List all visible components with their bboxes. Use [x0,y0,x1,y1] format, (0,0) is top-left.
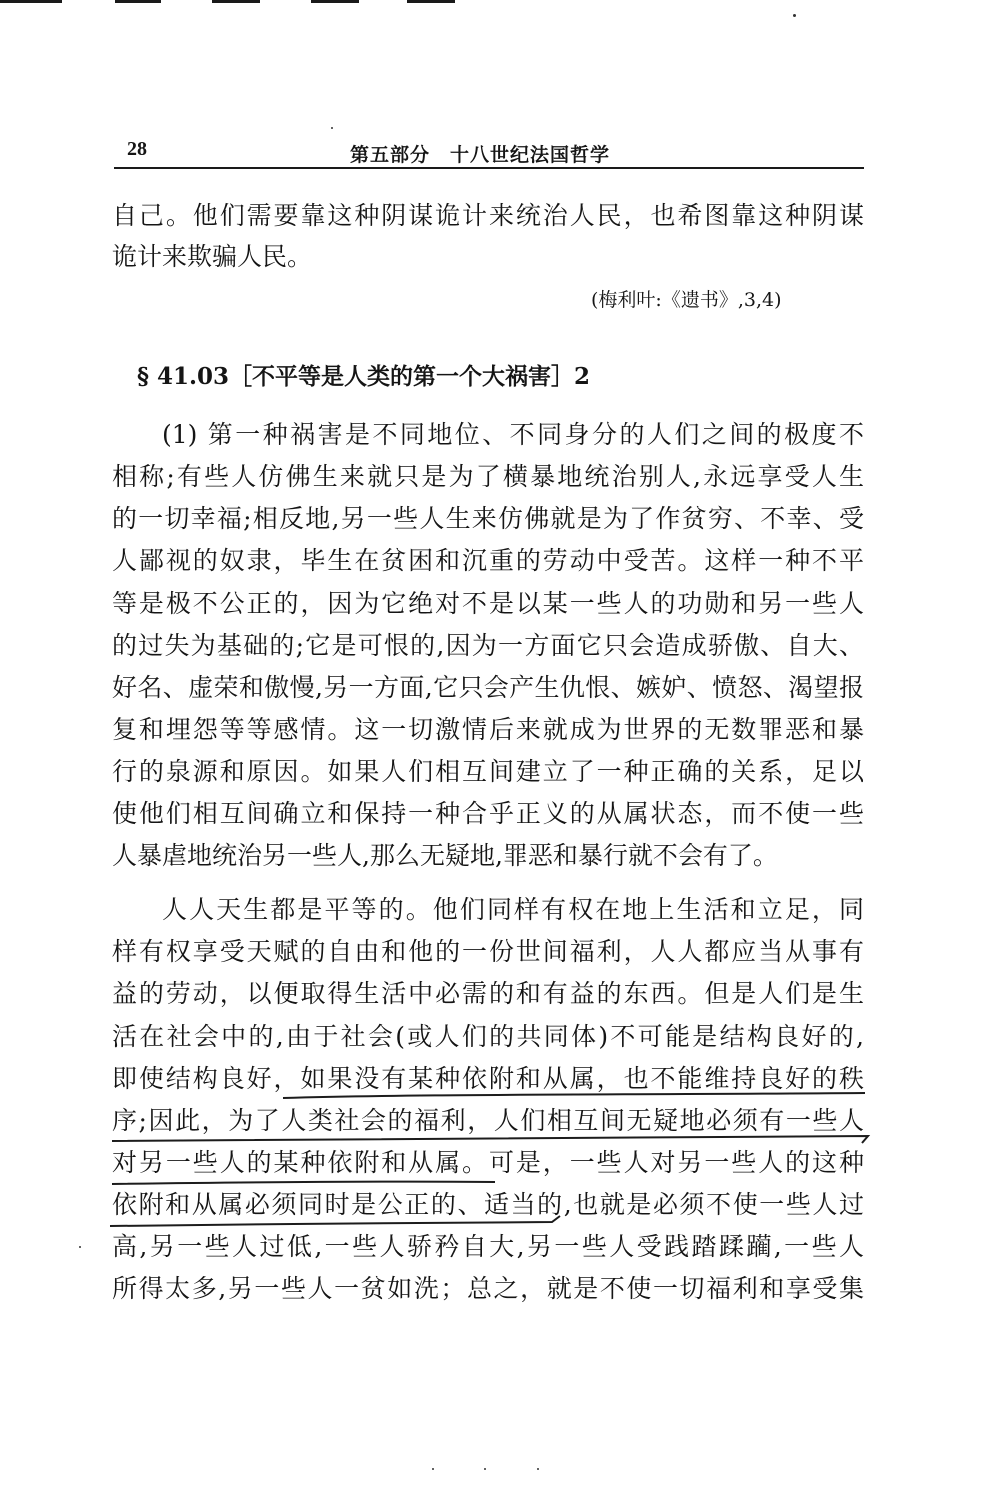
citation: (梅利叶:《遗书》,3,4) [591,289,782,311]
body-text-line: 等是极不公正的，因为它绝对不是以某一些人的功勋和另一些人 [112,589,864,618]
body-text-line: 的过失为基础的;它是可恨的,因为一方面它只会造成骄傲、自大、 [112,631,864,660]
scan-speck [432,1468,434,1470]
body-text-line: 所得太多,另一些人一贫如洗；总之，就是不使一切福利和享受集 [112,1274,864,1303]
body-text-line: 行的泉源和原因。如果人们相互间建立了一种正确的关系，足以 [112,757,864,786]
scan-speck [537,1468,539,1470]
body-text-line: 复和埋怨等等感情。这一切激情后来就成为世界的无数罪恶和暴 [112,715,864,744]
body-text-line: 依附和从属必须同时是公正的、适当的,也就是必须不使一些人过 [112,1190,864,1219]
scan-speck [484,1468,486,1470]
body-text-line: 样有权享受天赋的自由和他的一份世间福利，人人都应当从事有 [112,937,864,966]
body-text-line: 益的劳动，以便取得生活中必需的和有益的东西。但是人们是生 [112,979,864,1008]
scan-artifact-dash [115,0,161,3]
body-text-line: 使他们相互间确立和保持一种合乎正义的从属状态，而不使一些 [112,799,864,828]
body-text-line: 活在社会中的,由于社会(或人们的共同体)不可能是结构良好的, [112,1022,864,1051]
body-text-line: 人暴虐地统治另一些人,那么无疑地,罪恶和暴行就不会有了。 [112,841,778,870]
body-text-line: 高,另一些人过低,一些人骄矜自大,另一些人受践踏蹂躏,一些人 [112,1232,864,1261]
scan-artifact-dash [0,0,62,3]
body-text-line: 人人天生都是平等的。他们同样有权在地上生活和立足，同 [162,895,864,924]
scan-artifact-dash [212,0,260,3]
running-header-title: 第五部分 十八世纪法国哲学 [350,144,611,166]
body-text-line: 序;因此，为了人类社会的福利，人们相互间无疑地必须有一些人 [112,1106,864,1135]
pen-underline [112,1182,495,1184]
scan-speck [79,1246,81,1248]
scan-speck [793,14,796,17]
header-rule [114,167,864,169]
body-text-line: 自己。他们需要靠这种阴谋诡计来统治人民，也希图靠这种阴谋 [112,201,864,230]
body-text-line: 好名、虚荣和傲慢,另一方面,它只会产生仇恨、嫉妒、愤怒、渴望报 [112,673,864,702]
body-text-line: 人鄙视的奴隶，毕生在贫困和沉重的劳动中受苦。这样一种不平 [112,546,864,575]
scan-speck [331,127,333,129]
scan-artifact-dash [407,0,455,3]
section-heading: § 41.03［不平等是人类的第一个大祸害］2 [137,363,591,390]
body-text-line: 即使结构良好，如果没有某种依附和从属，也不能维持良好的秩 [112,1064,864,1093]
body-text-line: 诡计来欺骗人民。 [112,242,313,271]
body-text-line: 对另一些人的某种依附和从属。可是，一些人对另一些人的这种 [112,1148,864,1177]
body-text-line: 的一切幸福;相反地,另一些人生来仿佛就是为了作贫穷、不幸、受 [112,504,864,533]
body-text-line: (1) 第一种祸害是不同地位、不同身分的人们之间的极度不 [162,420,864,449]
body-text-line: 相称;有些人仿佛生来就只是为了横暴地统治别人,永远享受人生 [112,462,864,491]
scan-artifact-dash [311,0,359,3]
page-number: 28 [127,138,147,160]
